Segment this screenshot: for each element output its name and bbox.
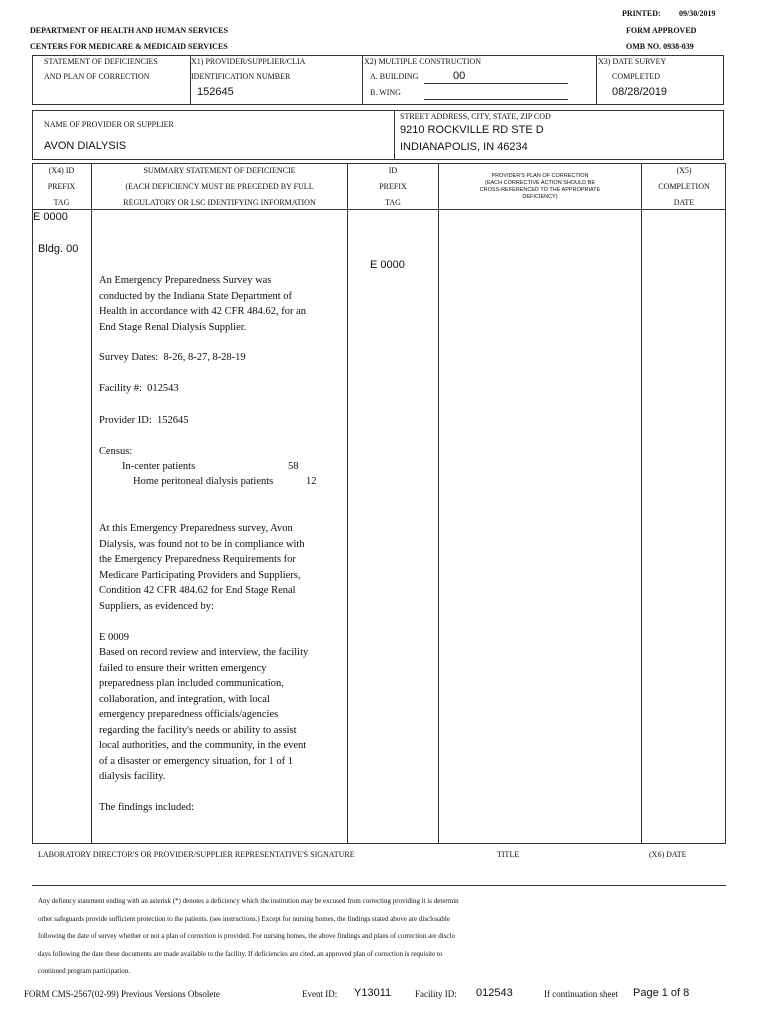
x1-label-1: X1) PROVIDER/SUPPLIER/CLIA [191, 57, 306, 66]
x3-label-2: COMPLETED [612, 72, 660, 81]
omb-number: OMB NO. 0938-039 [626, 42, 694, 51]
census-in-center-value: 58 [288, 461, 299, 472]
col-plan-3: CROSS-REFERENCED TO THE APPROPRIATE [479, 187, 601, 193]
building-value: 00 [453, 70, 466, 82]
census-home-value: 12 [306, 476, 317, 487]
col-completion-2: COMPLETION [658, 182, 710, 191]
building-tag: Bldg. 00 [38, 243, 79, 255]
event-id-label: Event ID: [302, 989, 338, 999]
provider-name-label: NAME OF PROVIDER OR SUPPLIER [44, 120, 174, 129]
building-label: A. BUILDING [370, 72, 419, 81]
statement-label-1: STATEMENT OF DEFICIENCIES [44, 57, 158, 66]
col-id-3: TAG [385, 198, 401, 207]
col-plan-1: PROVIDER'S PLAN OF CORRECTION [491, 173, 589, 179]
col-plan-2: (EACH CORRECTIVE ACTION SHOULD BE [484, 180, 596, 186]
title-label: TITLE [497, 850, 520, 859]
page-number: Page 1 of 8 [633, 987, 690, 999]
statement-label-2: AND PLAN OF CORRECTION [44, 72, 150, 81]
provider-name: AVON DIALYSIS [44, 140, 127, 152]
col-completion-1: (X5) [676, 166, 692, 175]
col-plan-header [439, 173, 641, 201]
form-number: FORM CMS-2567(02-99) Previous Versions Obsolete [24, 989, 220, 999]
survey-date: 08/28/2019 [612, 86, 668, 98]
census-home-label: Home peritoneal dialysis patients [133, 476, 274, 487]
address-line-2: INDIANAPOLIS, IN 46234 [400, 141, 528, 153]
centers-title: CENTERS FOR MEDICARE & MEDICAID SERVICES [30, 42, 228, 51]
compliance-paragraph: At this Emergency Preparedness survey, Avon Dialysis, was found not to be in compliance with the Emergency Preparedness Requirements for Medicare Participating Providers and Suppliers, Condition 42 CFR 484.62 for End Stage Renal Suppliers, as evidenced by: [99, 523, 305, 612]
facility-id-label: Facility ID: [415, 989, 457, 999]
provider-id: Provider ID: 152645 [99, 415, 189, 426]
department-title: DEPARTMENT OF HEALTH AND HUMAN SERVICES [30, 26, 228, 35]
col-summary-1: SUMMARY STATEMENT OF DEFICIENCIE [143, 166, 296, 175]
printed-date: 09/30/2019 [679, 9, 716, 18]
x3-label-1: X3) DATE SURVEY [598, 57, 667, 66]
col-prefix-1: (X4) ID [48, 166, 75, 175]
date-label: (X6) DATE [649, 850, 687, 859]
disclaimer [38, 893, 728, 981]
address-line-1: 9210 ROCKVILLE RD STE D [400, 124, 544, 136]
col-plan-4: DEFICIENCY) [522, 194, 558, 200]
address-label: STREET ADDRESS, CITY, STATE, ZIP COD [400, 112, 551, 121]
survey-intro-paragraph: An Emergency Preparedness Survey was conducted by the Indiana State Department of Health in accordance with 42 CFR 484.62, for an End Stage Renal Dialysis Supplier. [99, 275, 307, 333]
signature-label: LABORATORY DIRECTOR'S OR PROVIDER/SUPPLIER REPRESENTATIVE'S SIGNATURE [38, 850, 355, 859]
col-prefix-3: TAG [53, 198, 70, 207]
disclaimer-line: days following the date these documents are made available to the facility. If deficiencies are cited, an approved plan of correction is requisite to [38, 949, 443, 958]
disclaimer-line: following the date of survey whether or not a plan of correction is provided. For nursing homes, the above findings and plans of correction are disclo [38, 932, 455, 940]
findings-paragraph: Based on record review and interview, the facility failed to ensure their written emergency preparedness plan included communication, collaboration, and integration, with local emergency preparedness officials/agencies regarding the facility's needs or ability to assist local authorities, and the community, in the event of a disaster or emergency situation, for 1 of 1 dialysis facility. [99, 647, 309, 782]
right-prefix-tag: E 0000 [370, 259, 405, 271]
wing-label: B. WING [370, 88, 401, 97]
census-label: Census: [99, 446, 133, 457]
col-summary-3: REGULATORY OR LSC IDENTIFYING INFORMATION [123, 198, 316, 207]
disclaimer-line: other safeguards provide sufficient protection to the patients. (see instructions.) Except for nursing homes, the findings stated above are disclosable [38, 914, 450, 923]
survey-dates: Survey Dates: 8-26, 8-27, 8-28-19 [99, 352, 246, 363]
col-summary-2: (EACH DEFICIENCY MUST BE PRECEDED BY FULL [125, 182, 314, 191]
col-prefix-2: PREFIX [47, 182, 76, 191]
facility-id-value: 012543 [476, 987, 513, 999]
continuation-label: If continuation sheet [544, 989, 618, 999]
printed-label: PRINTED: [622, 9, 661, 18]
provider-box [32, 110, 724, 160]
col-completion-3: DATE [673, 198, 695, 207]
census-in-center-label: In-center patients [122, 461, 196, 472]
x1-label-2: IDENTIFICATION NUMBER [191, 72, 291, 81]
x2-label: X2) MULTIPLE CONSTRUCTION [364, 57, 482, 66]
disclaimer-line: Any defiency statement ending with an asterisk (*) denotes a deficiency which the institution may be excused from correcting providing it is determin [38, 897, 459, 905]
findings-included: The findings included: [99, 802, 195, 813]
event-id-value: Y13011 [354, 987, 392, 999]
provider-number: 152645 [197, 86, 234, 98]
disclaimer-line: continued program participation. [38, 967, 130, 975]
col-id-2: PREFIX [379, 182, 407, 191]
col-id-1: ID [388, 166, 398, 175]
form-approved: FORM APPROVED [626, 26, 697, 35]
left-prefix-tag: E 0000 [33, 211, 68, 223]
facility-number: Facility #: 012543 [99, 383, 179, 394]
deficiency-tag: E 0009 [99, 632, 130, 643]
